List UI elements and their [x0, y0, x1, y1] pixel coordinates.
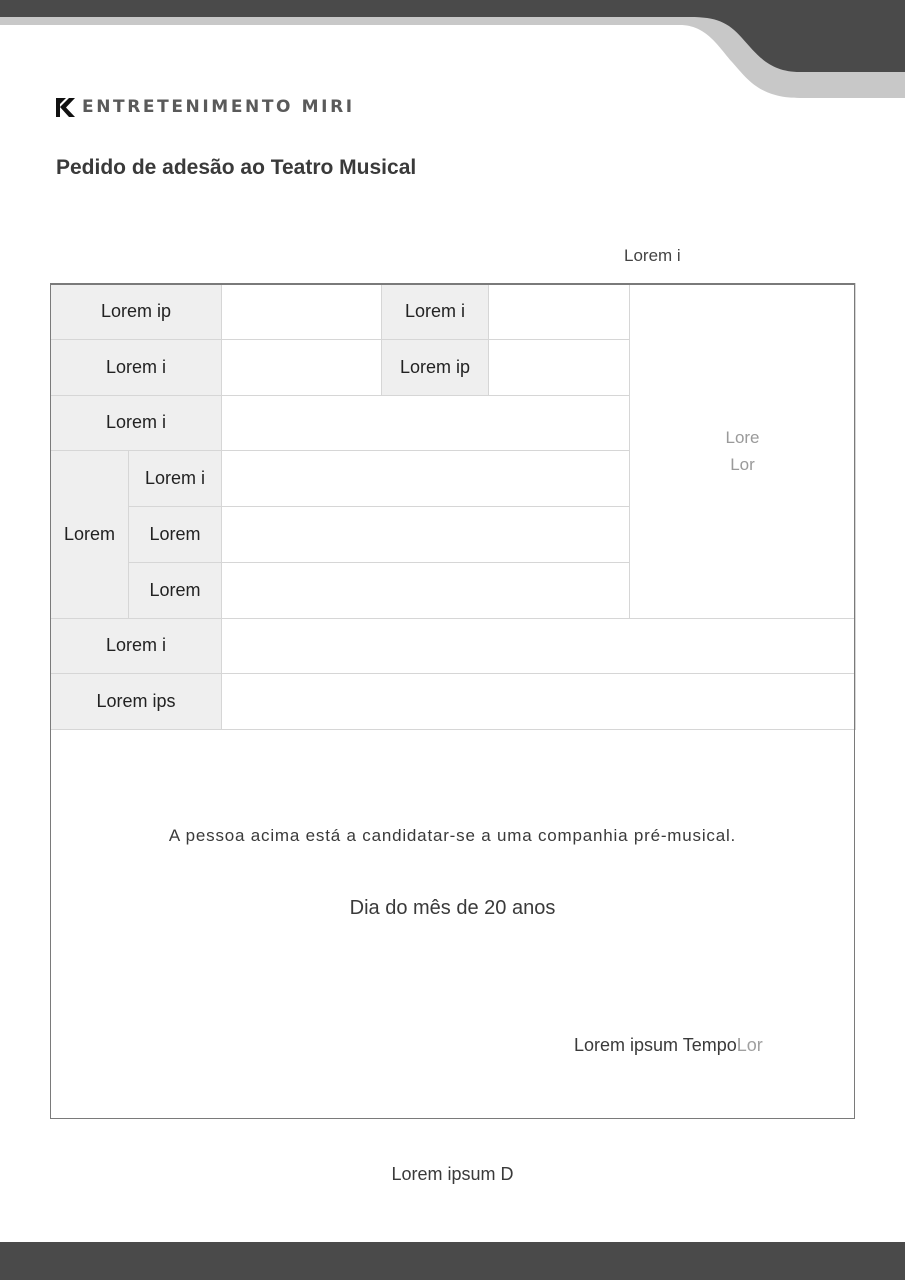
field-label: Lorem ips	[51, 674, 222, 730]
field-input[interactable]	[489, 339, 630, 395]
form-row	[51, 674, 856, 730]
field-input[interactable]	[222, 507, 630, 563]
form-row	[51, 284, 856, 340]
photo-area[interactable]	[630, 284, 856, 619]
photo-label-line: Lor	[730, 454, 755, 474]
signature-line	[574, 1035, 763, 1056]
date-line: Dia do mês de 20 anos	[349, 897, 556, 919]
header-decoration	[0, 0, 905, 100]
signature-placeholder: Lor	[736, 1035, 763, 1055]
photo-label-line: Lore	[725, 427, 760, 447]
field-label: Lorem i	[51, 395, 222, 451]
field-input[interactable]	[222, 339, 382, 395]
statement-text: A pessoa acima está a candidatar-se a uma companhia pré-musical.	[168, 826, 737, 845]
k-logo-icon	[56, 98, 75, 117]
field-label: Lorem i	[51, 618, 222, 674]
field-input[interactable]	[222, 284, 382, 340]
footer-bar	[0, 1242, 905, 1280]
form-outer-border-left	[50, 283, 51, 1119]
form-outer-border-right	[854, 283, 855, 1119]
company-logo	[56, 96, 355, 118]
group-label: Lorem	[51, 451, 129, 618]
form-outer-border-top	[50, 283, 855, 285]
field-input[interactable]	[489, 284, 630, 340]
field-input[interactable]	[222, 395, 630, 451]
form-row	[51, 618, 856, 674]
field-input[interactable]	[222, 674, 856, 730]
document-title: Pedido de adesão ao Teatro Musical	[56, 156, 417, 179]
company-name: ENTRETENIMENTO MIRI	[82, 97, 355, 117]
statement-box	[50, 729, 855, 1119]
field-label: Lorem	[129, 562, 222, 618]
field-input[interactable]	[222, 451, 630, 507]
field-label: Lorem i	[51, 339, 222, 395]
field-input[interactable]	[222, 618, 856, 674]
field-label: Lorem ip	[382, 339, 489, 395]
footer-text: Lorem ipsum D	[391, 1164, 514, 1184]
field-label: Lorem	[129, 507, 222, 563]
top-note: Lorem i	[624, 246, 681, 265]
field-label: Lorem ip	[51, 284, 222, 340]
field-label: Lorem i	[382, 284, 489, 340]
field-label: Lorem i	[129, 451, 222, 507]
application-form-table	[50, 283, 856, 730]
signature-name: Lorem ipsum Tempo	[574, 1035, 737, 1055]
field-input[interactable]	[222, 562, 630, 618]
